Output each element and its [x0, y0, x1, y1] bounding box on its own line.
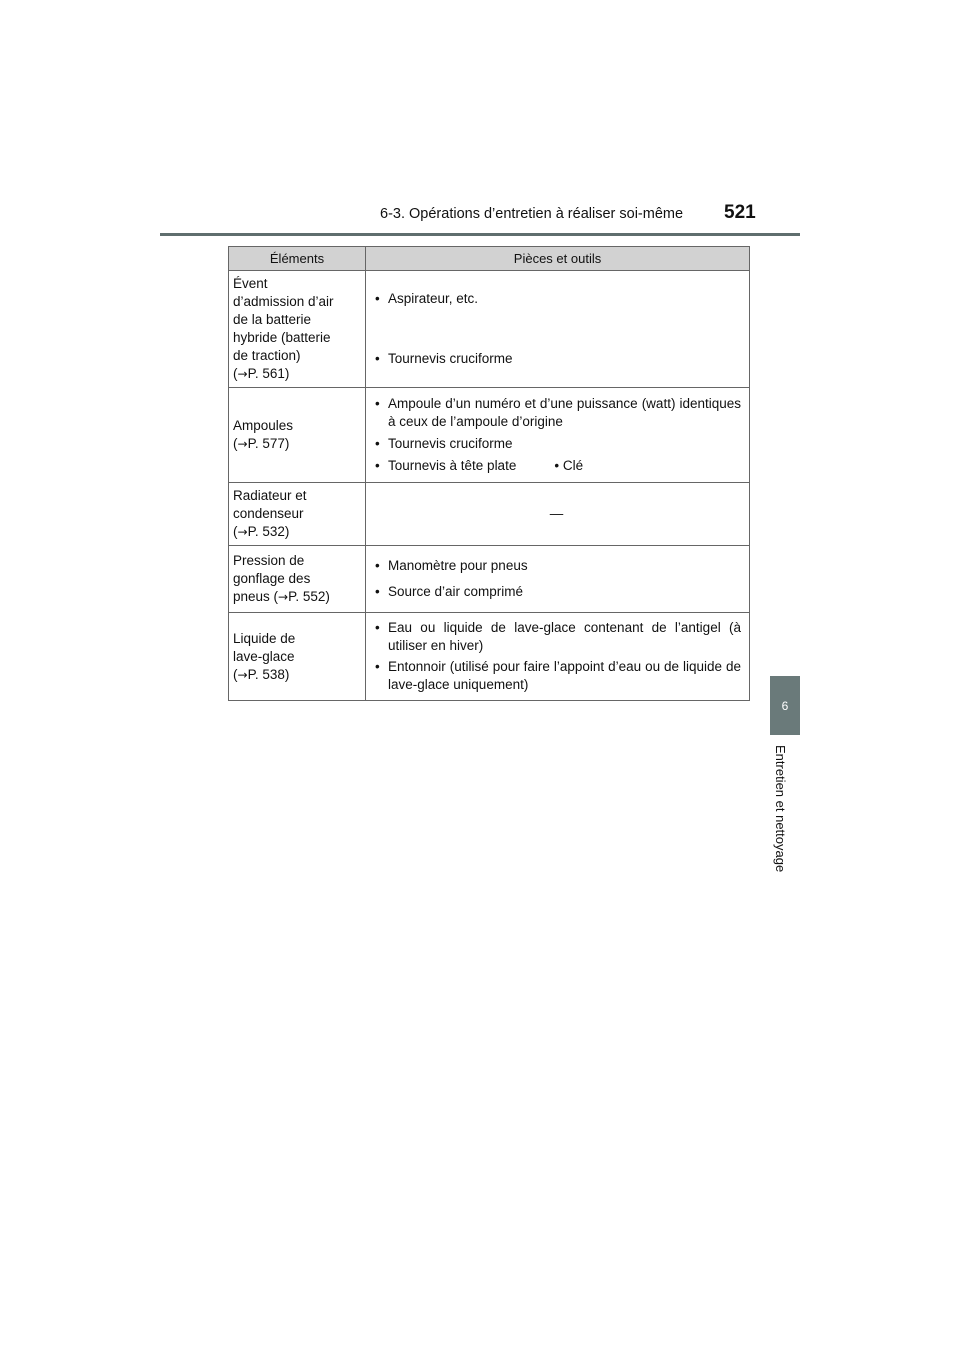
- page-number: 521: [724, 202, 756, 223]
- tool-item: • Tournevis cruciforme: [372, 350, 741, 368]
- tools-cell: [366, 271, 750, 388]
- element-line: gonflage des: [233, 571, 311, 586]
- element-line: Radiateur et: [233, 488, 307, 503]
- element-line: d’admission d’air: [233, 294, 334, 309]
- element-line: condenseur: [233, 506, 304, 521]
- parts-tools-table: [228, 246, 750, 701]
- tool-item: • Entonnoir (utilisé pour faire l’appoint d’eau ou de liquide de lave-glace uniquement): [372, 658, 741, 694]
- table-row: [229, 388, 750, 483]
- tool-item: • Ampoule d’un numéro et d’une puissance (watt) identiques à ceux de l’ampoule d’origine: [372, 395, 741, 431]
- chapter-number: 6: [781, 698, 789, 713]
- table-row: [229, 483, 750, 546]
- tools-cell: [366, 613, 750, 701]
- element-line: Évent: [233, 276, 268, 291]
- table-row: [229, 271, 750, 388]
- element-cell: [229, 613, 366, 701]
- header-divider: [160, 233, 800, 236]
- element-cell: [229, 546, 366, 613]
- element-line: Pression de: [233, 553, 305, 568]
- page-reference: (→P. 538): [233, 666, 290, 682]
- tools-cell: [366, 546, 750, 613]
- element-line: de la batterie: [233, 312, 312, 327]
- tools-cell: [366, 388, 750, 483]
- right-arrow-icon: →: [237, 667, 248, 682]
- tool-item: • Tournevis à tête plate • Clé: [372, 457, 741, 475]
- tool-item: • Eau ou liquide de lave-glace contenant de l’antigel (à utiliser en hiver): [372, 619, 741, 655]
- element-cell: [229, 483, 366, 546]
- tool-item: • Source d’air comprimé: [372, 583, 741, 601]
- tool-item: • Tournevis cruciforme: [372, 435, 741, 453]
- tool-item: • Manomètre pour pneus: [372, 557, 741, 575]
- column-header-tools: Pièces et outils: [366, 247, 750, 271]
- element-line: hybride (batterie: [233, 330, 331, 345]
- right-arrow-icon: →: [237, 367, 248, 381]
- element-line: de traction): [233, 348, 301, 363]
- element-line: Liquide de: [233, 630, 296, 646]
- table-row: [229, 613, 750, 701]
- element-cell: [229, 271, 366, 388]
- right-arrow-icon: →: [237, 437, 248, 451]
- page-reference: (→P. 561): [233, 366, 290, 381]
- right-arrow-icon: →: [237, 525, 248, 539]
- page-reference: pneus (→P. 552): [233, 589, 330, 604]
- tool-item: • Aspirateur, etc.: [372, 290, 741, 308]
- table-row: [229, 546, 750, 613]
- page-reference: (→P. 532): [233, 524, 290, 539]
- element-line: Ampoules: [233, 418, 294, 433]
- section-title: 6-3. Opérations d’entretien à réaliser soi-même: [380, 206, 684, 222]
- no-tools-dash: —: [366, 483, 750, 546]
- chapter-label: Entretien et nettoyage: [773, 745, 788, 873]
- page-reference: (→P. 577): [233, 436, 290, 451]
- right-arrow-icon: →: [278, 590, 289, 604]
- chapter-tab: [770, 676, 800, 735]
- column-header-elements: Éléments: [229, 247, 366, 271]
- table-header-row: [229, 247, 750, 271]
- element-cell: [229, 388, 366, 483]
- element-line: lave-glace: [233, 648, 295, 664]
- tool-item-extra: • Clé: [554, 458, 584, 473]
